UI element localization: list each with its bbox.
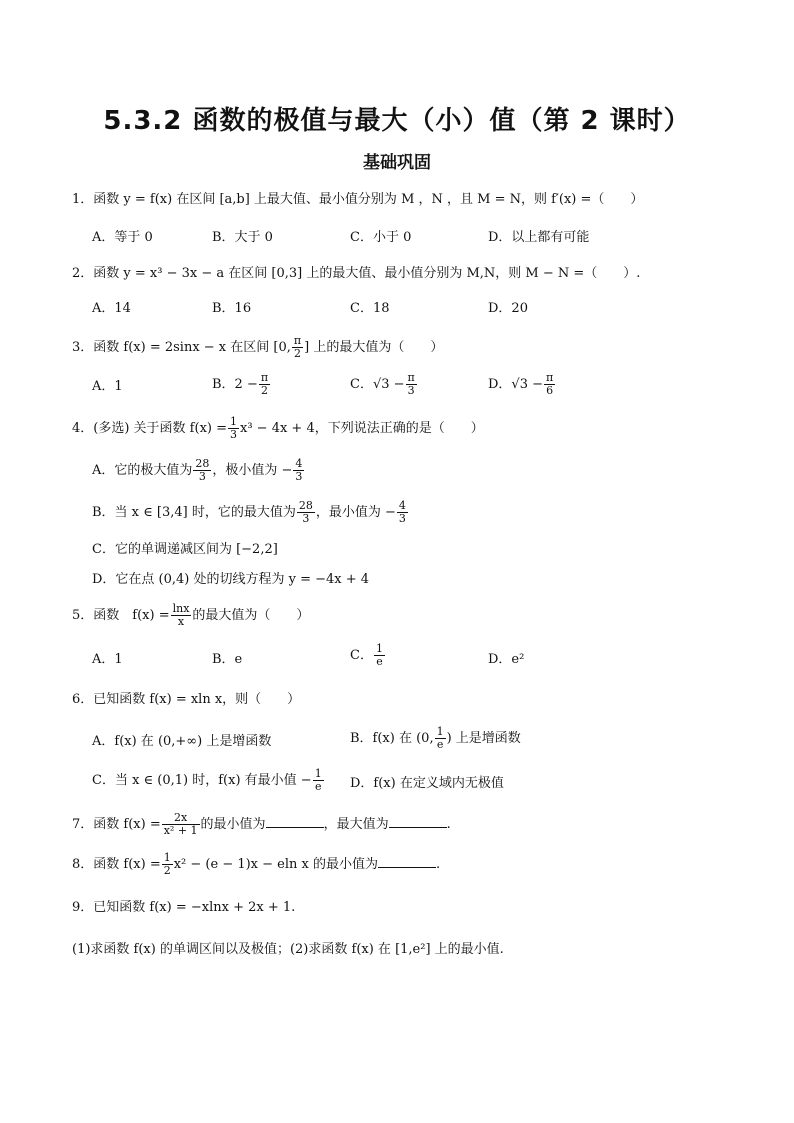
question-1-option-d: D．以上都有可能 bbox=[488, 230, 590, 245]
answer-blank[interactable] bbox=[378, 853, 436, 868]
question-4-option-a: A．它的极大值为 $\frac{28}{3}$ ，极小值为 − $\frac{4}{3}$ bbox=[92, 457, 303, 483]
question-2-stem: 2．函数 y = x³ − 3x − a 在区间 [0,3] 上的最大值、最小值分别为 M,N，则 M − N =（ ）. bbox=[72, 266, 641, 281]
question-9-stem: 9．已知函数 f(x) = −xlnx + 2x + 1. bbox=[72, 900, 296, 915]
question-3-option-a: A．1 bbox=[92, 379, 123, 394]
fraction: $\frac{\pi}{2}$ bbox=[260, 371, 269, 397]
question-6-option-d: D．f(x) 在定义域内无极值 bbox=[350, 776, 504, 791]
fraction: $\frac{4}{3}$ bbox=[295, 457, 303, 483]
question-3-option-d: D．√3 − $\frac{\pi}{6}$ bbox=[488, 371, 554, 397]
question-7-stem: 7．函数 f(x) = $\frac{2x}{\text{x² + 1}}$ 的最小值为 ，最大值为 . bbox=[72, 811, 451, 837]
question-5-option-d: D．e² bbox=[488, 652, 525, 667]
fraction: $\frac{1}{2}$ bbox=[163, 851, 171, 877]
question-1-stem: 1．函数 y = f(x) 在区间 [a,b] 上最大值、最小值分别为 M ，N ，且 M = N，则 f′(x) =（ ） bbox=[72, 192, 644, 207]
question-5-option-c: C． $\frac{1}{e}$ bbox=[350, 642, 383, 668]
question-5-option-a: A．1 bbox=[92, 652, 123, 667]
fraction: $\frac{1}{e}$ bbox=[314, 767, 322, 793]
question-3-stem: 3．函数 f(x) = 2sinx − x 在区间 [0, $\frac{\pi}{2}$ ] 上的最大值为（ ） bbox=[72, 334, 444, 360]
question-5-stem: 5．函数 f(x) = $\frac{\ln x}{x}$ 的最大值为（ ） bbox=[72, 602, 310, 628]
question-1-option-a: A．等于 0 bbox=[92, 230, 153, 245]
question-4-option-b: B．当 x ∈ [3,4] 时，它的最大值为 $\frac{28}{3}$ ，最小值为 − $\frac{4}{3}$ bbox=[92, 499, 406, 525]
fraction: $\frac{2x}{\text{x² + 1}}$ bbox=[163, 811, 198, 837]
question-4-option-c: C．它的单调递减区间为 [−2,2] bbox=[92, 542, 278, 557]
question-2-option-a: A．14 bbox=[92, 301, 131, 316]
question-6-option-a: A．f(x) 在 (0,+∞) 上是增函数 bbox=[92, 734, 272, 749]
fraction: $\frac{28}{3}$ bbox=[298, 499, 313, 525]
question-2-option-d: D．20 bbox=[488, 301, 528, 316]
question-3-option-b: B．2 − $\frac{\pi}{2}$ bbox=[212, 371, 269, 397]
answer-blank[interactable] bbox=[266, 813, 324, 828]
question-2-option-b: B．16 bbox=[212, 301, 252, 316]
page-title: 5.3.2 函数的极值与最大（小）值（第 2 课时） bbox=[103, 106, 691, 136]
answer-blank[interactable] bbox=[389, 813, 447, 828]
section-heading: 基础巩固 bbox=[363, 153, 431, 173]
question-1-option-c: C．小于 0 bbox=[350, 230, 412, 245]
question-4-option-d: D．它在点 (0,4) 处的切线方程为 y = −4x + 4 bbox=[92, 572, 370, 587]
question-6-option-c: C．当 x ∈ (0,1) 时，f(x) 有最小值 − $\frac{1}{e}$ bbox=[92, 767, 322, 793]
question-5-option-b: B．e bbox=[212, 652, 243, 667]
fraction: $\frac{\ln x}{x}$ bbox=[172, 602, 190, 628]
question-8-stem: 8．函数 f(x) = $\frac{1}{2}$ x² − (e − 1)x − eln x 的最小值为 . bbox=[72, 851, 441, 877]
fraction: $\frac{\pi}{2}$ bbox=[293, 334, 302, 360]
fraction: $\frac{1}{e}$ bbox=[375, 642, 383, 668]
question-6-stem: 6．已知函数 f(x) = xln x，则（ ） bbox=[72, 692, 301, 707]
question-3-option-c: C．√3 − $\frac{\pi}{3}$ bbox=[350, 371, 415, 397]
fraction: $\frac{\pi}{3}$ bbox=[407, 371, 415, 397]
fraction: $\frac{28}{3}$ bbox=[195, 457, 210, 483]
question-6-option-b: B．f(x) 在 (0, $\frac{1}{e}$ ) 上是增函数 bbox=[350, 725, 521, 751]
fraction: $\frac{1}{e}$ bbox=[436, 725, 444, 751]
question-1-option-b: B．大于 0 bbox=[212, 230, 273, 245]
fraction: $\frac{1}{3}$ bbox=[230, 415, 237, 441]
question-9-subparts: (1)求函数 f(x) 的单调区间以及极值；(2)求函数 f(x) 在 [1,e²] 上的最小值. bbox=[72, 942, 504, 957]
question-4-stem: 4．(多选) 关于函数 f(x) = $\frac{1}{3}$ x³ − 4x + 4，下列说法正确的是（ ） bbox=[72, 415, 484, 441]
fraction: $\frac{4}{3}$ bbox=[398, 499, 406, 525]
fraction: $\frac{\pi}{6}$ bbox=[546, 371, 554, 397]
question-2-option-c: C．18 bbox=[350, 301, 390, 316]
